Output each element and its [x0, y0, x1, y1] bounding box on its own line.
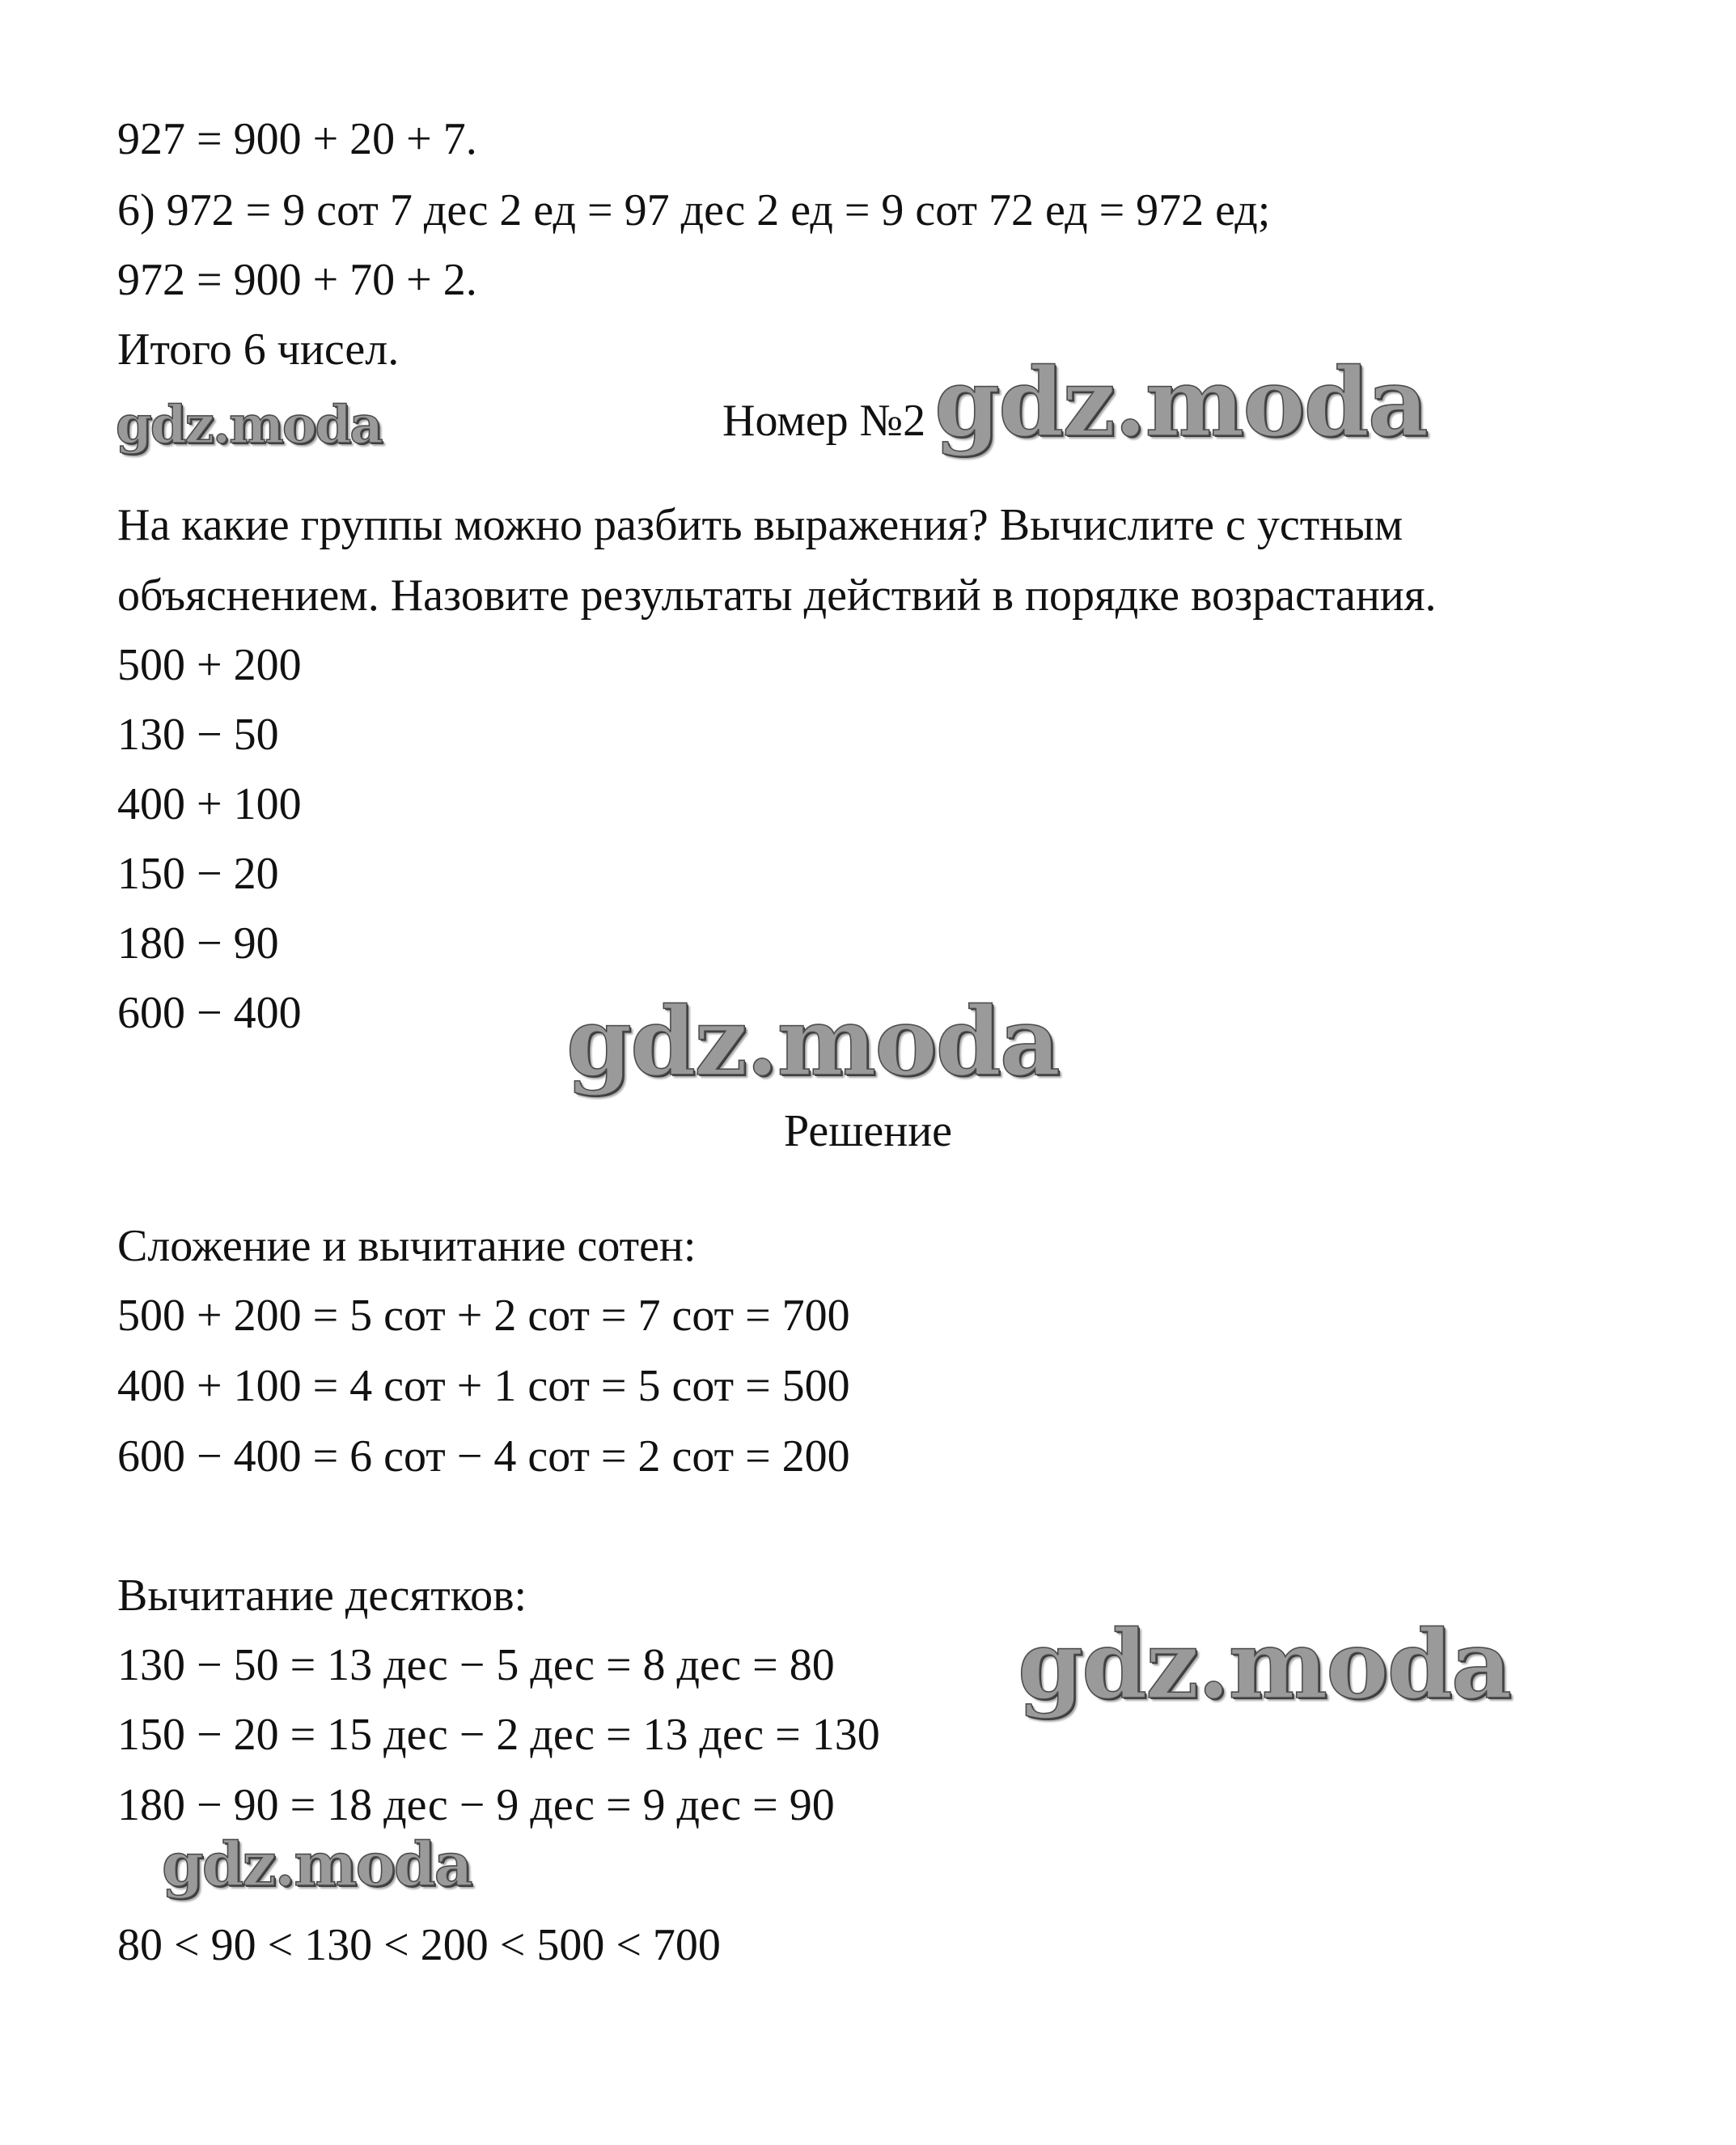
- expression-item: 130 − 50: [117, 710, 279, 760]
- watermark-logo: gdz.moda: [566, 987, 1059, 1097]
- solution-line: 150 − 20 = 15 дес − 2 дес = 13 дес = 130: [117, 1710, 880, 1760]
- solution-group-title: Сложение и вычитание сотен:: [117, 1221, 697, 1271]
- expression-item: 180 − 90: [117, 918, 279, 969]
- expression-item: 400 + 100: [117, 779, 302, 829]
- continuation-line-1: 927 = 900 + 20 + 7.: [117, 114, 477, 164]
- solution-line: 400 + 100 = 4 сот + 1 сот = 5 сот = 500: [117, 1361, 850, 1411]
- task-question-line-1: На какие группы можно разбить выражения? Вычислите с устным: [117, 500, 1404, 550]
- solution-group-title: Вычитание десятков:: [117, 1571, 527, 1621]
- watermark-logo: gdz.moda: [1018, 1610, 1510, 1720]
- solution-line: 130 − 50 = 13 дес − 5 дес = 8 дес = 80: [117, 1640, 835, 1690]
- watermark-logo: gdz.moda: [162, 1830, 472, 1900]
- task-question-line-2: объяснением. Назовите результаты действий в порядке возрастания.: [117, 570, 1437, 621]
- solution-title: Решение: [783, 1106, 953, 1156]
- ascending-order-result: 80 < 90 < 130 < 200 < 500 < 700: [117, 1920, 721, 1970]
- solution-line: 500 + 200 = 5 сот + 2 сот = 7 сот = 700: [117, 1291, 850, 1341]
- watermark-logo: gdz.moda: [934, 348, 1427, 458]
- continuation-line-3: 972 = 900 + 70 + 2.: [117, 255, 477, 305]
- task-heading: Номер №2: [722, 396, 926, 446]
- solution-line: 180 − 90 = 18 дес − 9 дес = 9 дес = 90: [117, 1780, 835, 1830]
- continuation-line-2: 6) 972 = 9 сот 7 дес 2 ед = 97 дес 2 ед = 9 сот 72 ед = 972 ед;: [117, 185, 1271, 235]
- expression-item: 600 − 400: [117, 988, 302, 1038]
- expression-item: 500 + 200: [117, 640, 302, 690]
- continuation-total: Итого 6 чисел.: [117, 324, 400, 375]
- watermark-logo: gdz.moda: [116, 395, 382, 456]
- solution-line: 600 − 400 = 6 сот − 4 сот = 2 сот = 200: [117, 1431, 850, 1482]
- expression-item: 150 − 20: [117, 849, 279, 899]
